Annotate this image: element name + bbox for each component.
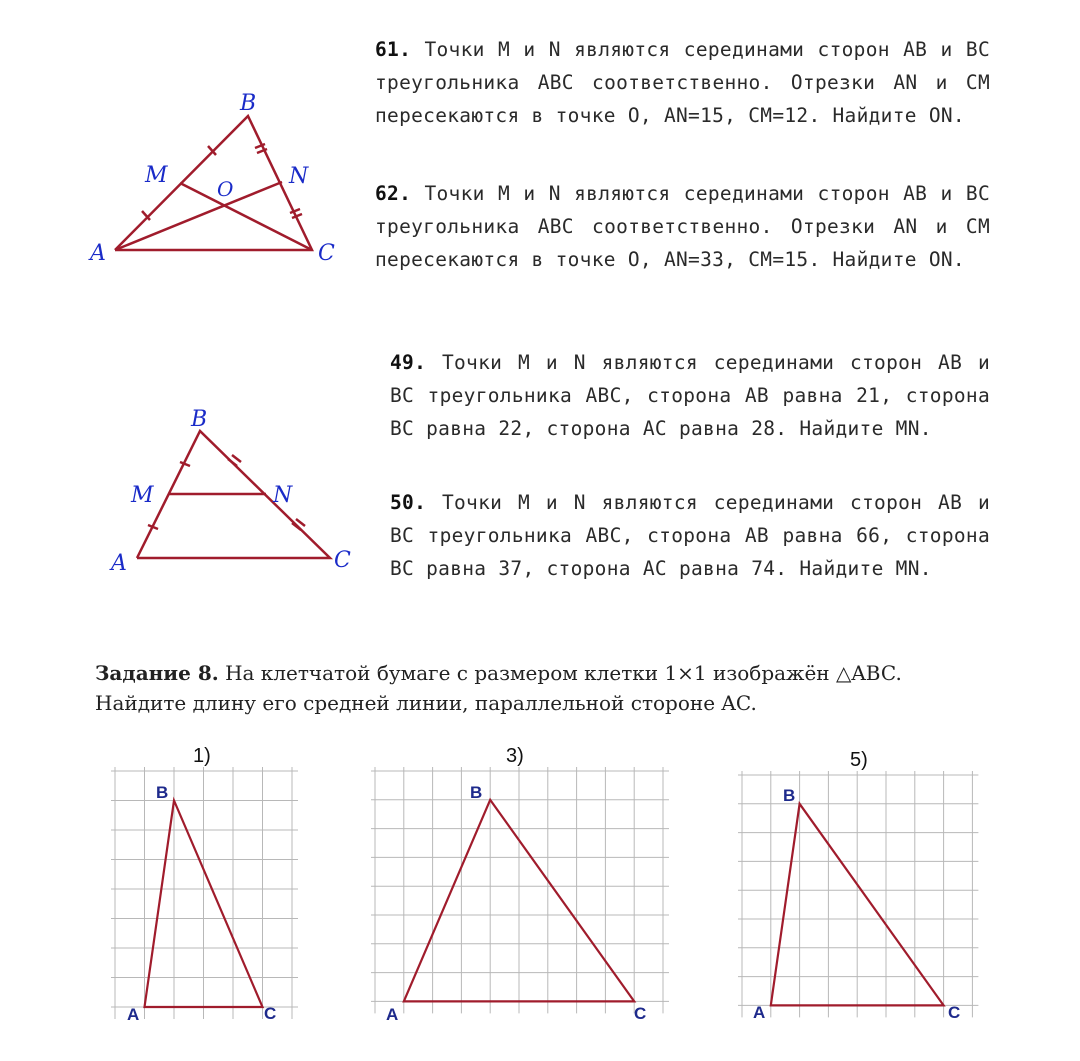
grid-label-a: A [127, 1005, 140, 1024]
grid-figure-number: 3) [506, 745, 524, 767]
grid-label-b: B [156, 783, 169, 802]
label-b: B [191, 407, 208, 432]
problem-text: Точки M и N являются серединами сторон AB и BC треугольника ABC соответственно. Отрезки AN и CM пересекаются в точке O, AN=33, CM=15. Найдите ON. [375, 182, 990, 271]
grid-figure-number: 5) [850, 749, 868, 771]
label-m: M [145, 163, 168, 188]
label-m: M [131, 483, 154, 508]
grid-label-a: A [753, 1003, 766, 1022]
problem-number: 62. [375, 182, 412, 205]
task-line-2: Найдите длину его средней линии, параллельной стороне AC. [95, 691, 757, 715]
task-title: Задание 8. [95, 661, 219, 685]
task-line-1: На клетчатой бумаге с размером клетки 1×1 изображён △ABC. [225, 661, 902, 685]
grid-label-b: B [470, 783, 483, 802]
label-a: A [111, 551, 127, 576]
label-c: C [334, 548, 351, 573]
label-o: O [217, 177, 234, 201]
grid-label-c: C [264, 1004, 277, 1023]
label-a: A [90, 241, 106, 266]
grid-label-a: A [386, 1005, 399, 1024]
label-c: C [318, 241, 335, 266]
problem-number: 61. [375, 38, 412, 61]
label-b: B [240, 91, 257, 116]
grid-figure-number: 1) [193, 745, 211, 767]
label-n: N [273, 483, 293, 508]
problem-number: 50. [390, 491, 427, 514]
problem-text: Точки M и N являются серединами сторон AB и BC треугольника ABC, сторона AB равна 66, сторона BC равна 37, сторона AC равна 74. Найдите MN. [390, 491, 990, 580]
grid-label-c: C [948, 1003, 961, 1022]
problem-number: 49. [390, 351, 427, 374]
problem-text: Точки M и N являются серединами сторон AB и BC треугольника ABC, сторона AB равна 21, сторона BC равна 22, сторона AC равна 28. Найдите MN. [390, 351, 990, 440]
grid-label-b: B [783, 786, 796, 805]
label-n: N [289, 164, 309, 189]
grid-label-c: C [634, 1004, 647, 1023]
problem-text: Точки M и N являются серединами сторон AB и BC треугольника ABC соответственно. Отрезки AN и CM пересекаются в точке O, AN=15, CM=12. Найдите ON. [375, 38, 990, 127]
